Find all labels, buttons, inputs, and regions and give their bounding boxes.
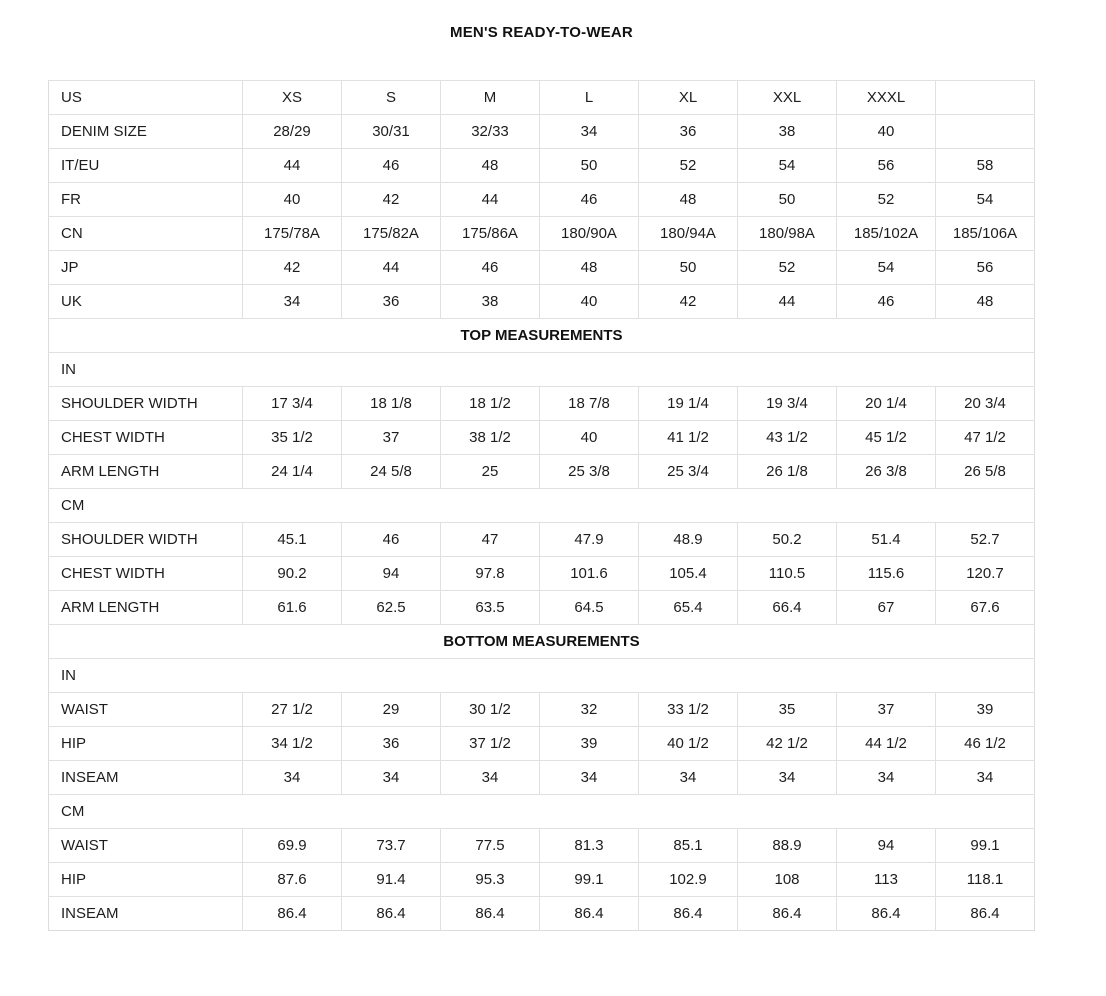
- value-cell: 32/33: [441, 115, 540, 149]
- value-cell: 50: [639, 251, 738, 285]
- row-label-cell: INSEAM: [49, 761, 243, 795]
- row-label-cell: SHOULDER WIDTH: [49, 387, 243, 421]
- value-cell: 26 1/8: [738, 455, 837, 489]
- value-cell: 46: [342, 149, 441, 183]
- value-cell: 29: [342, 693, 441, 727]
- value-cell: 34: [243, 761, 342, 795]
- value-cell: 50: [738, 183, 837, 217]
- unit-row: [49, 353, 1035, 387]
- value-cell: [936, 115, 1035, 149]
- value-cell: 44: [243, 149, 342, 183]
- value-cell: 34 1/2: [243, 727, 342, 761]
- value-cell: 34: [342, 761, 441, 795]
- value-cell: 34: [243, 285, 342, 319]
- value-cell: 48: [441, 149, 540, 183]
- value-cell: 39: [540, 727, 639, 761]
- value-cell: 54: [738, 149, 837, 183]
- value-cell: 35 1/2: [243, 421, 342, 455]
- value-cell: 44 1/2: [837, 727, 936, 761]
- value-cell: 56: [936, 251, 1035, 285]
- value-cell: 90.2: [243, 557, 342, 591]
- row-label-cell: US: [49, 81, 243, 115]
- value-cell: 86.4: [540, 897, 639, 931]
- row-label-cell: DENIM SIZE: [49, 115, 243, 149]
- value-cell: 47: [441, 523, 540, 557]
- unit-row: [49, 489, 1035, 523]
- row-label-cell: HIP: [49, 727, 243, 761]
- unit-row: [49, 659, 1035, 693]
- value-cell: 36: [342, 285, 441, 319]
- row-label-cell: ARM LENGTH: [49, 455, 243, 489]
- value-cell: 27 1/2: [243, 693, 342, 727]
- unit-row: [49, 795, 1035, 829]
- value-cell: 34: [540, 115, 639, 149]
- value-cell: 34: [441, 761, 540, 795]
- value-cell: 175/86A: [441, 217, 540, 251]
- unit-label: CM: [49, 489, 1035, 523]
- value-cell: 115.6: [837, 557, 936, 591]
- value-cell: 40: [540, 421, 639, 455]
- value-cell: 34: [738, 761, 837, 795]
- value-cell: M: [441, 81, 540, 115]
- value-cell: 40: [837, 115, 936, 149]
- page-title: MEN'S READY-TO-WEAR: [450, 24, 633, 41]
- value-cell: 58: [936, 149, 1035, 183]
- value-cell: 54: [837, 251, 936, 285]
- row-label-cell: UK: [49, 285, 243, 319]
- value-cell: 18 1/2: [441, 387, 540, 421]
- value-cell: 25: [441, 455, 540, 489]
- section-title-row: [49, 319, 1035, 353]
- value-cell: 86.4: [837, 897, 936, 931]
- value-cell: 17 3/4: [243, 387, 342, 421]
- value-cell: 32: [540, 693, 639, 727]
- value-cell: 52: [639, 149, 738, 183]
- table-row: [49, 693, 1035, 727]
- value-cell: L: [540, 81, 639, 115]
- value-cell: 35: [738, 693, 837, 727]
- value-cell: 102.9: [639, 863, 738, 897]
- value-cell: 99.1: [936, 829, 1035, 863]
- value-cell: 34: [639, 761, 738, 795]
- value-cell: 108: [738, 863, 837, 897]
- value-cell: 52: [738, 251, 837, 285]
- value-cell: 34: [837, 761, 936, 795]
- value-cell: 30 1/2: [441, 693, 540, 727]
- value-cell: 61.6: [243, 591, 342, 625]
- value-cell: 91.4: [342, 863, 441, 897]
- value-cell: 30/31: [342, 115, 441, 149]
- section-title: TOP MEASUREMENTS: [49, 319, 1035, 353]
- value-cell: 26 5/8: [936, 455, 1035, 489]
- value-cell: 18 1/8: [342, 387, 441, 421]
- value-cell: S: [342, 81, 441, 115]
- value-cell: 50: [540, 149, 639, 183]
- table-row: [49, 557, 1035, 591]
- value-cell: 65.4: [639, 591, 738, 625]
- value-cell: 86.4: [738, 897, 837, 931]
- table-row: [49, 523, 1035, 557]
- value-cell: XXXL: [837, 81, 936, 115]
- value-cell: 97.8: [441, 557, 540, 591]
- value-cell: 48: [540, 251, 639, 285]
- value-cell: 52.7: [936, 523, 1035, 557]
- row-label-cell: JP: [49, 251, 243, 285]
- value-cell: 185/102A: [837, 217, 936, 251]
- row-label-cell: IT/EU: [49, 149, 243, 183]
- value-cell: 86.4: [342, 897, 441, 931]
- value-cell: 37 1/2: [441, 727, 540, 761]
- value-cell: 185/106A: [936, 217, 1035, 251]
- row-label-cell: WAIST: [49, 829, 243, 863]
- value-cell: 180/98A: [738, 217, 837, 251]
- value-cell: 95.3: [441, 863, 540, 897]
- value-cell: 48.9: [639, 523, 738, 557]
- value-cell: 19 3/4: [738, 387, 837, 421]
- value-cell: 40: [540, 285, 639, 319]
- table-row: [49, 863, 1035, 897]
- value-cell: 87.6: [243, 863, 342, 897]
- value-cell: 37: [342, 421, 441, 455]
- value-cell: 40 1/2: [639, 727, 738, 761]
- value-cell: 51.4: [837, 523, 936, 557]
- unit-label: IN: [49, 659, 1035, 693]
- value-cell: 81.3: [540, 829, 639, 863]
- value-cell: 42: [243, 251, 342, 285]
- value-cell: 66.4: [738, 591, 837, 625]
- value-cell: 45.1: [243, 523, 342, 557]
- row-label-cell: FR: [49, 183, 243, 217]
- value-cell: 63.5: [441, 591, 540, 625]
- unit-label: CM: [49, 795, 1035, 829]
- value-cell: 180/94A: [639, 217, 738, 251]
- value-cell: 46: [540, 183, 639, 217]
- value-cell: 41 1/2: [639, 421, 738, 455]
- value-cell: 64.5: [540, 591, 639, 625]
- value-cell: 42: [639, 285, 738, 319]
- value-cell: 42 1/2: [738, 727, 837, 761]
- value-cell: 88.9: [738, 829, 837, 863]
- value-cell: 69.9: [243, 829, 342, 863]
- value-cell: 44: [342, 251, 441, 285]
- table-row: [49, 761, 1035, 795]
- table-row: [49, 183, 1035, 217]
- row-label-cell: CN: [49, 217, 243, 251]
- section-title-row: [49, 625, 1035, 659]
- table-row: [49, 149, 1035, 183]
- value-cell: 175/82A: [342, 217, 441, 251]
- value-cell: 118.1: [936, 863, 1035, 897]
- value-cell: 46: [441, 251, 540, 285]
- value-cell: 38: [738, 115, 837, 149]
- value-cell: 101.6: [540, 557, 639, 591]
- value-cell: 25 3/4: [639, 455, 738, 489]
- value-cell: 175/78A: [243, 217, 342, 251]
- value-cell: 20 3/4: [936, 387, 1035, 421]
- value-cell: 26 3/8: [837, 455, 936, 489]
- table-row: [49, 591, 1035, 625]
- table-row: [49, 217, 1035, 251]
- table-row: [49, 285, 1035, 319]
- table-row: [49, 455, 1035, 489]
- table-row: [49, 829, 1035, 863]
- value-cell: 52: [837, 183, 936, 217]
- value-cell: 46 1/2: [936, 727, 1035, 761]
- value-cell: 56: [837, 149, 936, 183]
- table-row: [49, 115, 1035, 149]
- row-label-cell: CHEST WIDTH: [49, 557, 243, 591]
- value-cell: 38: [441, 285, 540, 319]
- value-cell: 110.5: [738, 557, 837, 591]
- value-cell: [936, 81, 1035, 115]
- value-cell: 44: [441, 183, 540, 217]
- size-header-row: [49, 81, 1035, 115]
- value-cell: 105.4: [639, 557, 738, 591]
- value-cell: 86.4: [639, 897, 738, 931]
- size-chart-body: [49, 81, 1035, 931]
- value-cell: 24 1/4: [243, 455, 342, 489]
- value-cell: 46: [342, 523, 441, 557]
- value-cell: 48: [936, 285, 1035, 319]
- value-cell: 99.1: [540, 863, 639, 897]
- value-cell: 42: [342, 183, 441, 217]
- value-cell: 120.7: [936, 557, 1035, 591]
- row-label-cell: INSEAM: [49, 897, 243, 931]
- value-cell: XS: [243, 81, 342, 115]
- value-cell: 46: [837, 285, 936, 319]
- value-cell: 94: [342, 557, 441, 591]
- value-cell: 86.4: [936, 897, 1035, 931]
- value-cell: 43 1/2: [738, 421, 837, 455]
- value-cell: 67.6: [936, 591, 1035, 625]
- table-row: [49, 387, 1035, 421]
- value-cell: 20 1/4: [837, 387, 936, 421]
- value-cell: 45 1/2: [837, 421, 936, 455]
- value-cell: 25 3/8: [540, 455, 639, 489]
- value-cell: 113: [837, 863, 936, 897]
- value-cell: 28/29: [243, 115, 342, 149]
- section-title: BOTTOM MEASUREMENTS: [49, 625, 1035, 659]
- value-cell: 24 5/8: [342, 455, 441, 489]
- value-cell: 86.4: [441, 897, 540, 931]
- value-cell: 34: [936, 761, 1035, 795]
- value-cell: 48: [639, 183, 738, 217]
- size-chart-table: [48, 80, 1035, 931]
- row-label-cell: SHOULDER WIDTH: [49, 523, 243, 557]
- value-cell: 94: [837, 829, 936, 863]
- row-label-cell: CHEST WIDTH: [49, 421, 243, 455]
- value-cell: 39: [936, 693, 1035, 727]
- value-cell: 85.1: [639, 829, 738, 863]
- value-cell: 86.4: [243, 897, 342, 931]
- value-cell: 77.5: [441, 829, 540, 863]
- table-row: [49, 727, 1035, 761]
- table-row: [49, 251, 1035, 285]
- value-cell: 62.5: [342, 591, 441, 625]
- value-cell: 18 7/8: [540, 387, 639, 421]
- value-cell: 50.2: [738, 523, 837, 557]
- value-cell: XXL: [738, 81, 837, 115]
- value-cell: 47 1/2: [936, 421, 1035, 455]
- table-row: [49, 897, 1035, 931]
- value-cell: 37: [837, 693, 936, 727]
- value-cell: 38 1/2: [441, 421, 540, 455]
- row-label-cell: ARM LENGTH: [49, 591, 243, 625]
- value-cell: 36: [342, 727, 441, 761]
- value-cell: 44: [738, 285, 837, 319]
- table-row: [49, 421, 1035, 455]
- row-label-cell: WAIST: [49, 693, 243, 727]
- value-cell: 19 1/4: [639, 387, 738, 421]
- value-cell: 47.9: [540, 523, 639, 557]
- value-cell: 67: [837, 591, 936, 625]
- row-label-cell: HIP: [49, 863, 243, 897]
- value-cell: 40: [243, 183, 342, 217]
- unit-label: IN: [49, 353, 1035, 387]
- value-cell: 73.7: [342, 829, 441, 863]
- value-cell: 36: [639, 115, 738, 149]
- value-cell: XL: [639, 81, 738, 115]
- value-cell: 54: [936, 183, 1035, 217]
- value-cell: 34: [540, 761, 639, 795]
- value-cell: 33 1/2: [639, 693, 738, 727]
- value-cell: 180/90A: [540, 217, 639, 251]
